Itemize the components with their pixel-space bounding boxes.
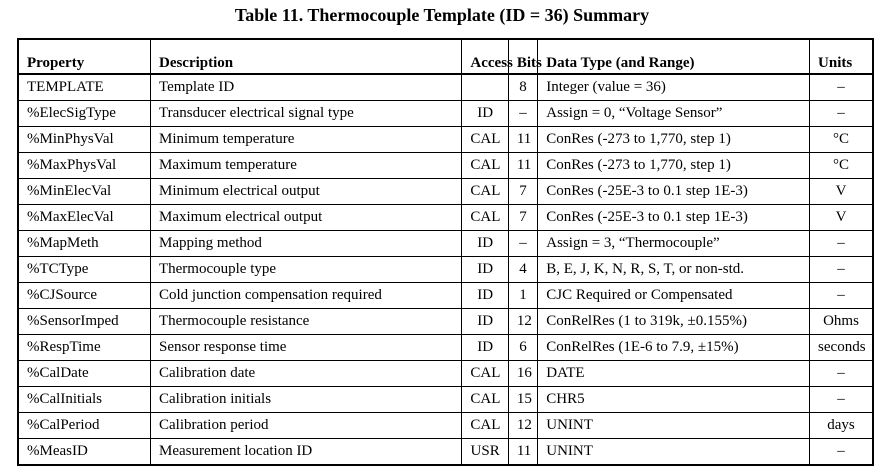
table-row	[18, 387, 873, 413]
cell-data-type: ConRes (-273 to 1,770, step 1)	[538, 127, 810, 153]
cell-access: USR	[462, 439, 508, 466]
table-row	[18, 309, 873, 335]
cell-access: ID	[462, 257, 508, 283]
cell-data-type: CHR5	[538, 387, 810, 413]
cell-access: ID	[462, 231, 508, 257]
cell-units: –	[810, 101, 873, 127]
table-row	[18, 101, 873, 127]
cell-access: ID	[462, 283, 508, 309]
cell-description: Cold junction compensation required	[150, 283, 461, 309]
table-header-row	[18, 39, 873, 74]
cell-bits: 12	[508, 413, 537, 439]
cell-units: V	[810, 179, 873, 205]
cell-data-type: Assign = 3, “Thermocouple”	[538, 231, 810, 257]
table-row	[18, 231, 873, 257]
cell-property: %CJSource	[18, 283, 150, 309]
cell-property: %MinPhysVal	[18, 127, 150, 153]
cell-description: Transducer electrical signal type	[150, 101, 461, 127]
cell-description: Maximum electrical output	[150, 205, 461, 231]
cell-units: seconds	[810, 335, 873, 361]
cell-data-type: Assign = 0, “Voltage Sensor”	[538, 101, 810, 127]
cell-bits: 12	[508, 309, 537, 335]
cell-access: ID	[462, 309, 508, 335]
cell-property: %CalDate	[18, 361, 150, 387]
cell-units: V	[810, 205, 873, 231]
cell-units: Ohms	[810, 309, 873, 335]
cell-property: %MapMeth	[18, 231, 150, 257]
table-row	[18, 413, 873, 439]
table-row	[18, 127, 873, 153]
cell-bits: –	[508, 101, 537, 127]
cell-data-type: UNINT	[538, 439, 810, 466]
cell-bits: 4	[508, 257, 537, 283]
cell-bits: 8	[508, 74, 537, 101]
cell-property: %RespTime	[18, 335, 150, 361]
cell-units: –	[810, 439, 873, 466]
cell-bits: 7	[508, 205, 537, 231]
table-row	[18, 283, 873, 309]
cell-access: CAL	[462, 413, 508, 439]
cell-data-type: ConRelRes (1 to 319k, ±0.155%)	[538, 309, 810, 335]
table-row	[18, 361, 873, 387]
cell-access: CAL	[462, 127, 508, 153]
cell-property: %TCType	[18, 257, 150, 283]
cell-data-type: ConRes (-273 to 1,770, step 1)	[538, 153, 810, 179]
header-property: Property	[18, 39, 150, 74]
table-caption: Table 11. Thermocouple Template (ID = 36) Summary	[234, 5, 650, 25]
cell-property: %MaxPhysVal	[18, 153, 150, 179]
cell-description: Thermocouple type	[150, 257, 461, 283]
cell-data-type: ConRelRes (1E-6 to 7.9, ±15%)	[538, 335, 810, 361]
cell-units: °C	[810, 127, 873, 153]
cell-units: –	[810, 74, 873, 101]
header-access: Access	[462, 39, 508, 74]
cell-units: days	[810, 413, 873, 439]
cell-property: %ElecSigType	[18, 101, 150, 127]
cell-data-type: Integer (value = 36)	[538, 74, 810, 101]
table-row	[18, 205, 873, 231]
cell-bits: 7	[508, 179, 537, 205]
cell-bits: –	[508, 231, 537, 257]
cell-data-type: ConRes (-25E-3 to 0.1 step 1E-3)	[538, 205, 810, 231]
cell-property: %MeasID	[18, 439, 150, 466]
cell-description: Minimum temperature	[150, 127, 461, 153]
table-row	[18, 153, 873, 179]
table-row	[18, 257, 873, 283]
cell-access: ID	[462, 335, 508, 361]
table-row	[18, 179, 873, 205]
cell-bits: 16	[508, 361, 537, 387]
cell-bits: 1	[508, 283, 537, 309]
cell-property: %SensorImped	[18, 309, 150, 335]
cell-data-type: B, E, J, K, N, R, S, T, or non-std.	[538, 257, 810, 283]
cell-access: ID	[462, 101, 508, 127]
header-data-type: Data Type (and Range)	[538, 39, 810, 74]
header-description: Description	[150, 39, 461, 74]
cell-units: –	[810, 387, 873, 413]
cell-data-type: DATE	[538, 361, 810, 387]
cell-access: CAL	[462, 387, 508, 413]
table-row	[18, 335, 873, 361]
cell-units: °C	[810, 153, 873, 179]
table-row	[18, 439, 873, 466]
cell-property: %MinElecVal	[18, 179, 150, 205]
cell-data-type: ConRes (-25E-3 to 0.1 step 1E-3)	[538, 179, 810, 205]
cell-property: TEMPLATE	[18, 74, 150, 101]
header-units: Units	[810, 39, 873, 74]
cell-data-type: CJC Required or Compensated	[538, 283, 810, 309]
cell-bits: 11	[508, 153, 537, 179]
cell-description: Measurement location ID	[150, 439, 461, 466]
cell-access: CAL	[462, 205, 508, 231]
header-bits: Bits	[508, 39, 537, 74]
cell-description: Calibration date	[150, 361, 461, 387]
cell-property: %CalPeriod	[18, 413, 150, 439]
cell-access	[462, 74, 508, 101]
cell-data-type: UNINT	[538, 413, 810, 439]
thermocouple-template-table	[17, 38, 874, 466]
cell-description: Maximum temperature	[150, 153, 461, 179]
cell-bits: 6	[508, 335, 537, 361]
cell-bits: 15	[508, 387, 537, 413]
cell-units: –	[810, 257, 873, 283]
cell-description: Calibration initials	[150, 387, 461, 413]
table-row	[18, 74, 873, 101]
cell-description: Mapping method	[150, 231, 461, 257]
cell-description: Minimum electrical output	[150, 179, 461, 205]
cell-description: Sensor response time	[150, 335, 461, 361]
cell-units: –	[810, 361, 873, 387]
cell-access: CAL	[462, 361, 508, 387]
cell-description: Template ID	[150, 74, 461, 101]
cell-units: –	[810, 283, 873, 309]
cell-property: %MaxElecVal	[18, 205, 150, 231]
cell-description: Calibration period	[150, 413, 461, 439]
cell-bits: 11	[508, 127, 537, 153]
cell-units: –	[810, 231, 873, 257]
cell-description: Thermocouple resistance	[150, 309, 461, 335]
cell-bits: 11	[508, 439, 537, 466]
cell-access: CAL	[462, 179, 508, 205]
cell-access: CAL	[462, 153, 508, 179]
cell-property: %CalInitials	[18, 387, 150, 413]
